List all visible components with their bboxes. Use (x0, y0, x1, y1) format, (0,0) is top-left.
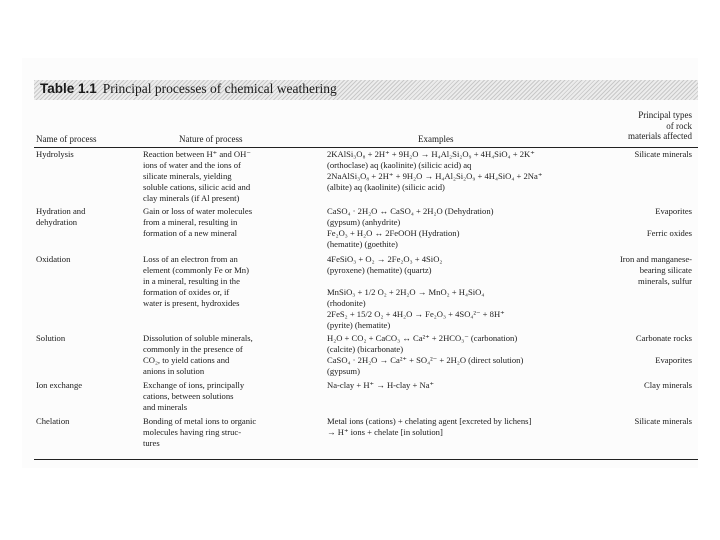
cell-examples-line: 2KAlSi₃O₈ + 2H⁺ + 9H₂O → H₄Al₂Si₂O₉ + 4H₄SiO₄ + 2K⁺ (327, 149, 535, 159)
cell-name-line: Hydration and (36, 206, 86, 216)
cell-name-line: dehydration (36, 217, 78, 227)
cell-materials-line: Ferric oxides (646, 228, 692, 238)
cell-materials-line: Carbonate rocks (635, 333, 692, 343)
cell-nature-line: tures (143, 438, 160, 448)
cell-nature-line: silicate minerals, yielding (143, 171, 232, 181)
header-materials-line: of rock (666, 120, 692, 131)
cell-examples-line: (albite) aq (kaolinite) (silicic acid) (327, 182, 445, 192)
cell-nature-line: formation of oxides or, if (143, 287, 230, 297)
cell-materials-line: Evaporites (655, 206, 692, 216)
cell-examples-line: (gypsum) (327, 366, 360, 376)
cell-nature-line: commonly in the presence of (143, 344, 243, 354)
cell-nature-line: Gain or loss of water molecules (143, 206, 253, 216)
cell-nature-line: in a mineral, resulting in the (143, 276, 240, 286)
cell-name-line: Chelation (36, 416, 70, 426)
header-materials-line: materials affected (627, 131, 692, 141)
cell-examples-line: (hematite) (goethite) (327, 239, 398, 249)
table-title-text: Principal processes of chemical weathering (102, 81, 337, 96)
cell-nature-line: cations, between solutions (143, 391, 234, 401)
cell-nature-line: Bonding of metal ions to organic (143, 416, 257, 426)
cell-examples-line: 4FeSiO₃ + O₂ → 2Fe₂O₃ + 4SiO₂ (327, 254, 443, 264)
cell-nature-line: water is present, hydroxides (143, 298, 240, 308)
cell-examples-line: (gypsum) (anhydrite) (327, 217, 401, 227)
cell-examples-line: MnSiO₃ + 1/2 O₂ + 2H₂O → MnO₂ + H₄SiO₄ (327, 287, 485, 297)
cell-examples-line: (calcite) (bicarbonate) (327, 344, 404, 354)
cell-nature-line: anions in solution (143, 366, 205, 376)
cell-nature-line: CO₂, to yield cations and (143, 355, 230, 365)
cell-name-line: Solution (36, 333, 66, 343)
cell-materials-line: Clay minerals (644, 380, 692, 390)
cell-materials-line: Iron and manganese- (619, 254, 692, 264)
cell-examples-line: (orthoclase) aq (kaolinite) (silicic acid) aq (327, 160, 472, 170)
cell-examples-line: (pyroxene) (hematite) (quartz) (327, 265, 432, 275)
cell-nature-line: soluble cations, silicic acid and (143, 182, 251, 192)
cell-materials-line: Silicate minerals (634, 416, 692, 426)
cell-examples-line: 2NaAlSi₃O₈ + 2H⁺ + 9H₂O → H₄Al₂Si₂O₉ + 4H₄SiO₄ + 2Na⁺ (327, 171, 543, 181)
cell-nature-line: clay minerals (if Al present) (143, 193, 240, 203)
cell-materials-line: bearing silicate (639, 265, 692, 275)
table-label: Table 1.1 (40, 81, 97, 96)
cell-nature-line: molecules having ring struc- (143, 427, 242, 437)
cell-examples-line: CaSO₄ · 2H₂O → Ca²⁺ + SO₄²⁻ + 2H₂O (direct solution) (327, 355, 524, 365)
cell-nature-line: from a mineral, resulting in (143, 217, 238, 227)
cell-examples-line: Metal ions (cations) + chelating agent [excreted by lichens] (327, 416, 532, 426)
cell-examples-line: 2FeS₂ + 15/2 O₂ + 4H₂O → Fe₂O₃ + 4SO₄²⁻ + 8H⁺ (327, 309, 505, 319)
cell-nature-line: Loss of an electron from an (143, 254, 238, 264)
header-nature: Nature of process (179, 134, 243, 144)
cell-nature-line: Dissolution of soluble minerals, (143, 333, 253, 343)
cell-examples-line: (pyrite) (hematite) (327, 320, 391, 330)
header-rule (34, 147, 698, 148)
cell-materials-line: Evaporites (655, 355, 692, 365)
cell-nature-line: ions of water and the ions of (143, 160, 241, 170)
cell-nature-line: Exchange of ions, principally (143, 380, 245, 390)
cell-name-line: Hydrolysis (36, 149, 74, 159)
cell-examples-line: H₂O + CO₂ + CaCO₃ ↔ Ca²⁺ + 2HCO₃⁻ (carbonation) (327, 333, 518, 343)
cell-nature-line: formation of a new mineral (143, 228, 238, 238)
cell-examples-line: (rhodonite) (327, 298, 366, 308)
cell-examples-line: Na-clay + H⁺ → H-clay + Na⁺ (327, 380, 435, 390)
cell-examples-line: → H⁺ ions + chelate [in solution] (327, 427, 443, 437)
cell-name-line: Oxidation (36, 254, 71, 264)
document-page (22, 58, 698, 468)
header-name: Name of process (36, 134, 97, 144)
cell-materials-line: Silicate minerals (634, 149, 692, 159)
cell-name-line: Ion exchange (36, 380, 83, 390)
cell-nature-line: Reaction between H⁺ and OH⁻ (143, 149, 251, 159)
table-title-band (34, 80, 698, 100)
header-materials (628, 110, 692, 142)
cell-nature-line: and minerals (143, 402, 188, 412)
bottom-rule (34, 459, 698, 460)
cell-examples-line: CaSO₄ · 2H₂O ↔ CaSO₄ + 2H₂O (Dehydration) (327, 206, 494, 216)
cell-materials-line: minerals, sulfur (638, 276, 692, 286)
header-materials-line: Principal types (638, 110, 692, 120)
cell-examples-line: Fe₂O₃ + H₂O ↔ 2FeOOH (Hydration) (327, 228, 460, 238)
header-examples: Examples (418, 134, 454, 144)
cell-nature-line: element (commonly Fe or Mn) (143, 265, 249, 275)
table-title (40, 81, 337, 97)
